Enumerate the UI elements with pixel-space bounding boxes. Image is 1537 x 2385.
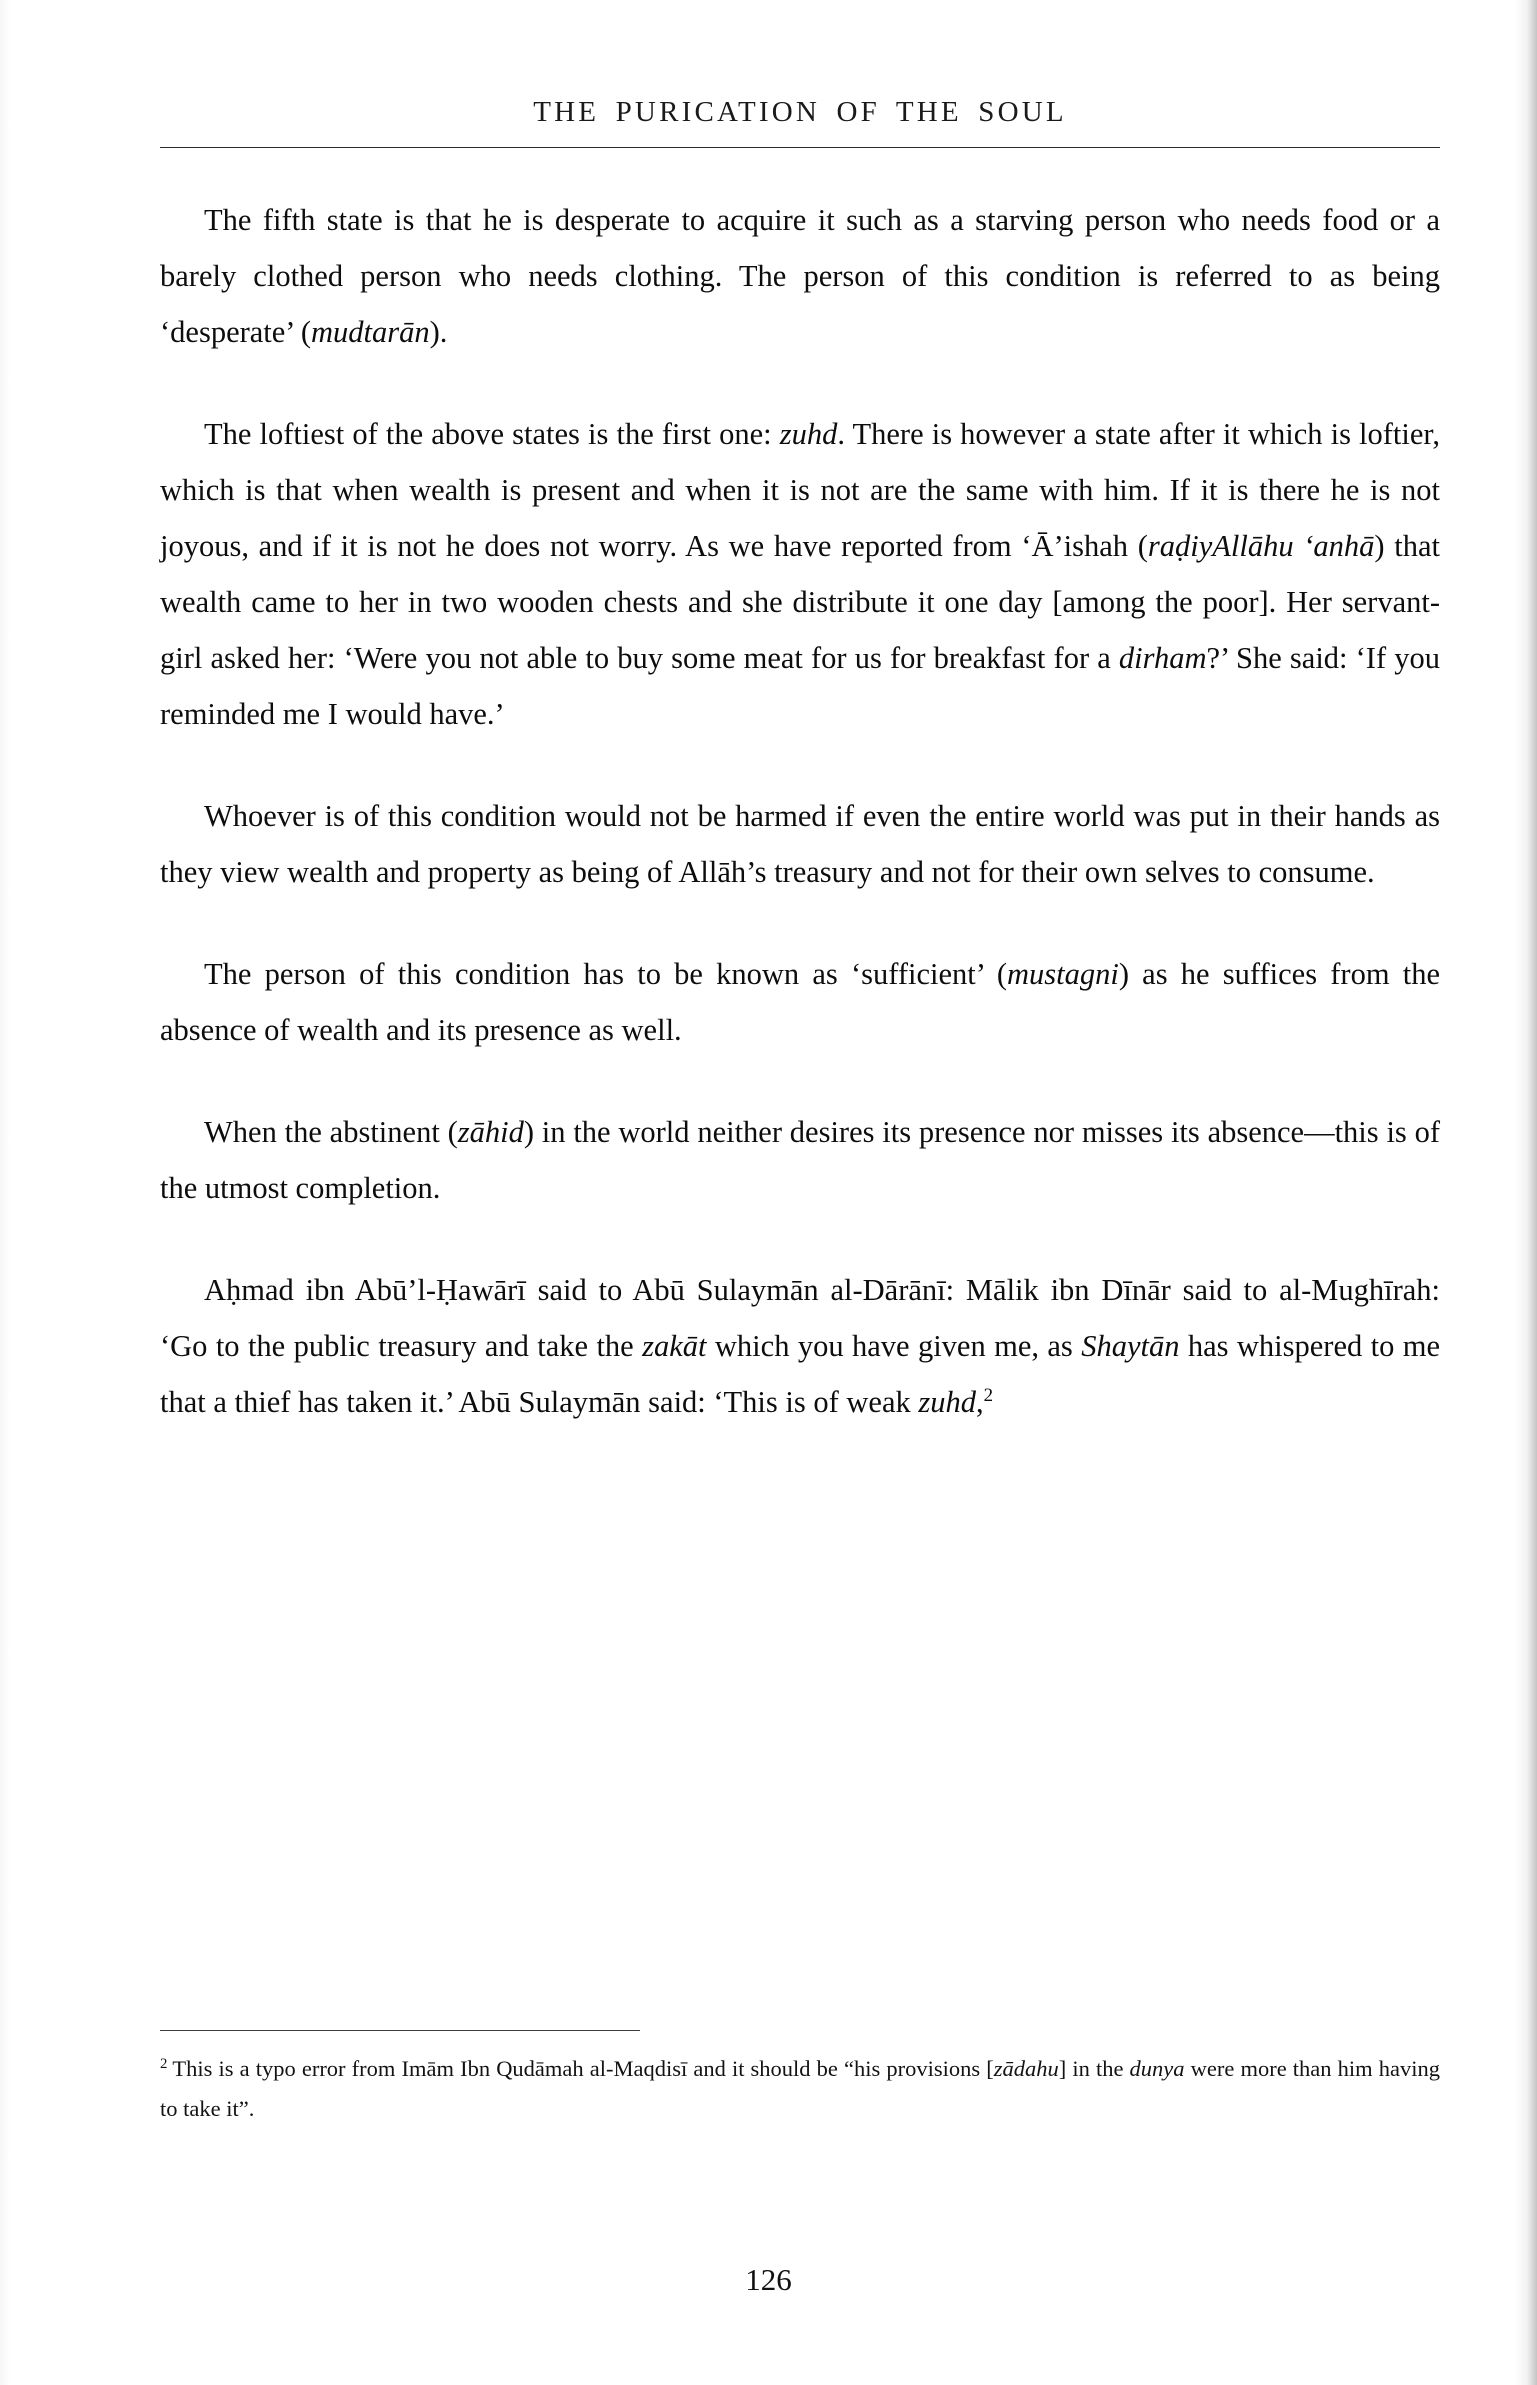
page-content	[160, 0, 1440, 1430]
footnote-text	[160, 2049, 1440, 2129]
footnote-rule	[160, 2030, 640, 2031]
running-head: THE PURICATION OF THE SOUL	[533, 96, 1067, 128]
scan-edge-right	[1515, 0, 1537, 2385]
paragraph-4: The person of this condition has to be known as ‘sufficient’ (mustagni) as he suffices from the absence of wealth and its presence as well.	[160, 957, 1440, 1047]
paragraph-1: The fifth state is that he is desperate to acquire it such as a starving person who needs food or a barely clothed person who needs clothing. The person of this condition is referred to as being ‘desperate’ (mudtarān).	[160, 203, 1440, 349]
page-number: 126	[745, 2262, 792, 2297]
footnote-body: This is a typo error from Imām Ibn Qudāmah al-Maqdisī and it should be “his provisions [zādahu] in the dunya were more than him having to take it”.	[160, 2056, 1440, 2121]
body-text	[160, 192, 1440, 1430]
paragraph-5: When the abstinent (zāhid) in the world neither desires its presence nor misses its absence—this is of the utmost completion.	[160, 1115, 1440, 1205]
paragraph-2: The loftiest of the above states is the first one: zuhd. There is however a state after it which is loftier, which is that when wealth is present and when it is not are the same with him. If it is there he is not joyous, and if it is not he does not worry. As we have reported from ‘Ā’ishah (raḍiyAllāhu ‘anhā) that wealth came to her in two wooden chests and she distribute it one day [among the poor]. Her servant-girl asked her: ‘Were you not able to buy some meat for us for breakfast for a dirham?’ She said: ‘If you reminded me I would have.’	[160, 417, 1441, 731]
footnote-block	[160, 2030, 1440, 2129]
scan-edge-left	[0, 0, 10, 2385]
footnote-marker: 2	[160, 2055, 168, 2072]
paragraph-3: Whoever is of this condition would not be harmed if even the entire world was put in their hands as they view wealth and property as being of Allāh’s treasury and not for their own selves to consume.	[160, 799, 1440, 889]
header-rule	[160, 147, 1440, 148]
paragraph-6: Aḥmad ibn Abū’l-Ḥawārī said to Abū Sulaymān al-Dārānī: Mālik ibn Dīnār said to al-Mughīrah: ‘Go to the public treasury and take the zakāt which you have given me, as Shaytān has whispered to me that a thief has taken it.’ Abū Sulaymān said: ‘This is of weak zuhd,$^2$	[160, 1273, 1441, 1419]
